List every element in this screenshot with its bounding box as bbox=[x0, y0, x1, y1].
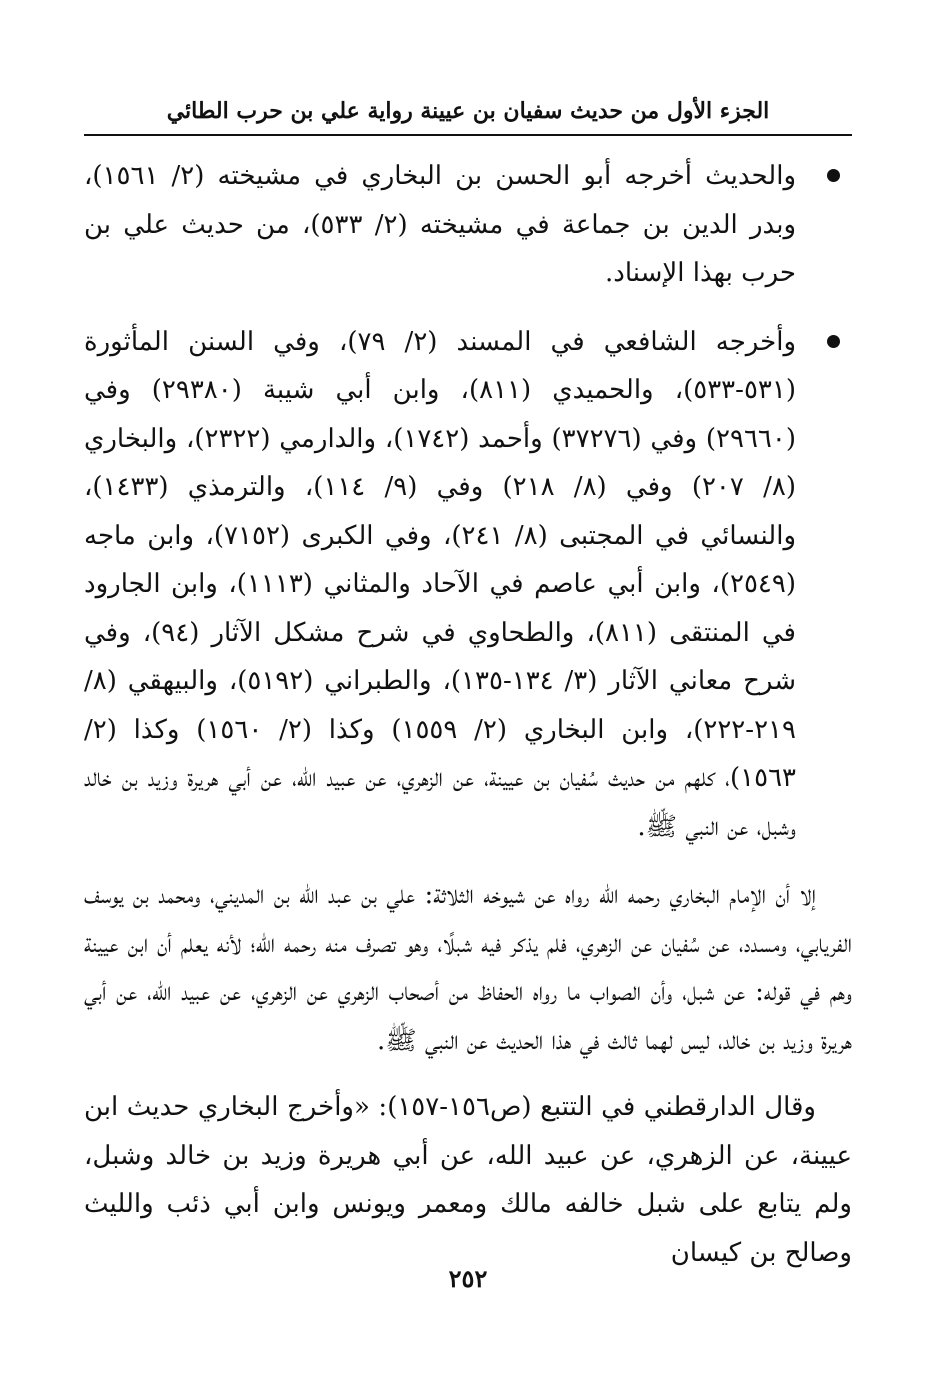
page-number: ٢٥٢ bbox=[448, 1264, 488, 1293]
bullet-dot-icon bbox=[827, 335, 840, 348]
bullet-text: وأخرجه الشافعي في المسند (٢/ ٧٩)، وفي السنن المأثورة (٥٣١-٥٣٣)، والحميدي (٨١١)، وابن أبي شيبة (٢٩٣٨٠) وفي (٢٩٦٦٠) وفي (٣٧٢٧٦) وأحمد (١٧٤٢)، والدارمي (٢٣٢٢)، والبخاري (٨/ ٢٠٧) وفي (٨/ ٢١٨) وفي (٩/ ١١٤)، والترمذي (١٤٣٣)، والنسائي في المجتبى (٨/ ٢٤١)، وفي الكبرى (٧١٥٢)، وابن ماجه (٢٥٤٩)، وابن أبي عاصم في الآحاد والمثاني (١١١٣)، وابن الجارود في المنتقى (٨١١)، والطحاوي في شرح مشكل الآثار (٩٤)، وفي شرح معاني الآثار (٣/ ١٣٤-١٣٥)، والطبراني (٥١٩٢)، والبيهقي (٨/ ٢١٩-٢٢٢)، وابن البخاري (٢/ ١٥٥٩) وكذا (٢/ ١٥٦٠) وكذا (٢/ ١٥٦٣)، كلهم من حديث سُفيان بن عيينة، عن الزهري، عن عبيد الله، عن أبي هريرة وزيد بن خالد وشبل، عن النبي ﷺ. bbox=[84, 326, 796, 842]
header-rule bbox=[84, 134, 852, 136]
body-text bbox=[84, 152, 852, 1295]
book-page bbox=[84, 0, 852, 1389]
bullet-item bbox=[84, 318, 852, 852]
bullet-text: والحديث أخرجه أبو الحسن بن البخاري في مشيخته (٢/ ١٥٦١)، وبدر الدين بن جماعة في مشيخته (٢/ ٥٣٣)، من حديث علي بن حرب بهذا الإسناد. bbox=[84, 161, 796, 288]
running-header: الجزء الأول من حديث سفيان بن عيينة رواية علي بن حرب الطائي bbox=[166, 98, 770, 124]
paragraph: إلا أن الإمام البخاري رحمه الله رواه عن شيوخه الثلاثة: علي بن عبد الله بن المديني، ومحمد بن يوسف الفريابي، ومسدد، عن سُفيان عن الزهري، فلم يذكر فيه شبلًا، وهو تصرف منه رحمه الله؛ لأنه يعلم أن ابن عيينة وهم في قوله: عن شبل، وأن الصواب ما رواه الحفاظ من أصحاب الزهري عن الزهري، عن عبيد الله، عن أبي هريرة وزيد بن خالد، ليس لهما ثالث في هذا الحديث عن النبي ﷺ. bbox=[84, 880, 852, 1056]
bullet-item bbox=[84, 152, 852, 298]
paragraph: وقال الدارقطني في التتبع (ص١٥٦-١٥٧): «وأخرج البخاري حديث ابن عيينة، عن الزهري، عن عبيد الله، عن أبي هريرة وزيد بن خالد وشبل، ولم يتابع على شبل خالفه مالك ومعمر ويونس وابن أبي ذئب والليث وصالح بن كيسان bbox=[84, 1092, 852, 1268]
bullet-dot-icon bbox=[827, 169, 840, 182]
